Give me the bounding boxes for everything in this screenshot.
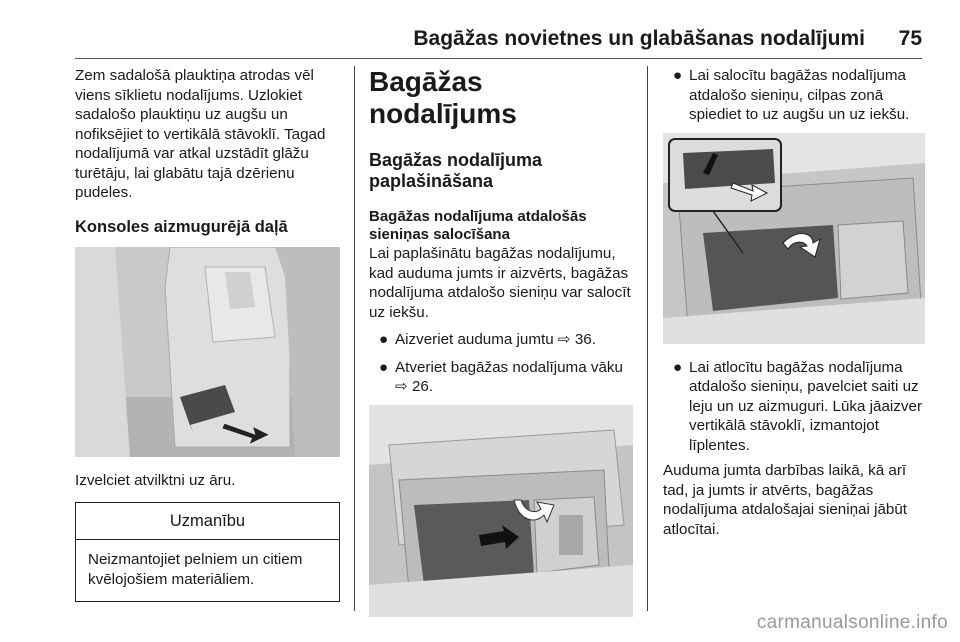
- trunk-open-illustration: [369, 405, 633, 617]
- console-drawer-illustration: [75, 247, 340, 457]
- bullet-item: [663, 66, 925, 125]
- bullet-dot: ●: [673, 358, 683, 376]
- extension-paragraph: Lai paplašinātu bagāžas nodalījumu, kad auduma jumts ir aizvērts, bagāžas nodalījuma atdalošo sieniņu var salocīt uz iekšu.: [369, 245, 631, 321]
- bullet-item: [663, 358, 925, 456]
- page-number: 75: [898, 27, 922, 50]
- bullet-text: Lai atlocītu bagāžas nodalījuma atdalošo sieniņu, pavelciet saiti uz leju un uz aizmuguri. Lūka jāaizver vertikālā stāvoklī, izmantojot līplentes.: [689, 358, 922, 454]
- luggage-compartment-title: Bagāžas nodalījums: [369, 66, 517, 129]
- bullet-dot: ●: [379, 331, 389, 348]
- page-header: [0, 0, 960, 56]
- bullet-dot: ●: [673, 67, 683, 84]
- extension-subtitle: Bagāžas nodalījuma paplašināšana: [369, 150, 543, 191]
- roof-operation-paragraph: Auduma jumta darbības laikā, kā arī tad, ja jumts ir atvērts, bagāžas nodalījuma atdalošajai sieniņai jābūt atlocītai.: [663, 462, 908, 538]
- bullet-item: [369, 330, 633, 350]
- bullet-item: [369, 358, 633, 397]
- console-rear-heading: Konsoles aizmugurējā daļā: [75, 217, 288, 236]
- caution-title: Uzmanību: [76, 503, 339, 540]
- column-divider: [354, 66, 355, 611]
- section-title: Bagāžas novietnes un glabāšanas nodalījumi: [413, 27, 865, 50]
- column-3: [663, 66, 925, 539]
- watermark: carmanualsonline.info: [756, 612, 948, 633]
- fold-partition-illustration: [663, 133, 925, 344]
- bullet-dot: ●: [379, 358, 389, 376]
- caution-text: Neizmantojiet pelniem un citiem kvēlojošiem materiāliem.: [88, 551, 303, 588]
- column-divider: [647, 66, 648, 611]
- column-1: [75, 66, 340, 602]
- caution-box: [75, 502, 340, 602]
- bullet-text: Atveriet bagāžas nodalījuma vāku ⇨ 26.: [395, 358, 623, 395]
- intro-paragraph: Zem sadalošā plauktiņa atrodas vēl viens sīklietu nodalījums. Uzlokiet sadalošo plauktiņu uz augšu un nofiksējiet to vertikālā stāvoklī. Tagad nodalījumā var atkal uzstādīt glāžu turētāju, lai glabātu tajā dzērienu pudeles.: [75, 67, 326, 201]
- folding-subheading: Bagāžas nodalījuma atdalošās sieniņas salocīšana: [369, 208, 587, 243]
- header-rule: [75, 58, 922, 59]
- column-2: [369, 66, 633, 617]
- pull-drawer-text: Izvelciet atvilktni uz āru.: [75, 471, 236, 489]
- bullet-text: Lai salocītu bagāžas nodalījuma atdalošo sieniņu, cilpas zonā spiediet to uz augšu un uz iekšu.: [689, 67, 910, 123]
- bullet-text: Aizveriet auduma jumtu ⇨ 36.: [395, 331, 596, 348]
